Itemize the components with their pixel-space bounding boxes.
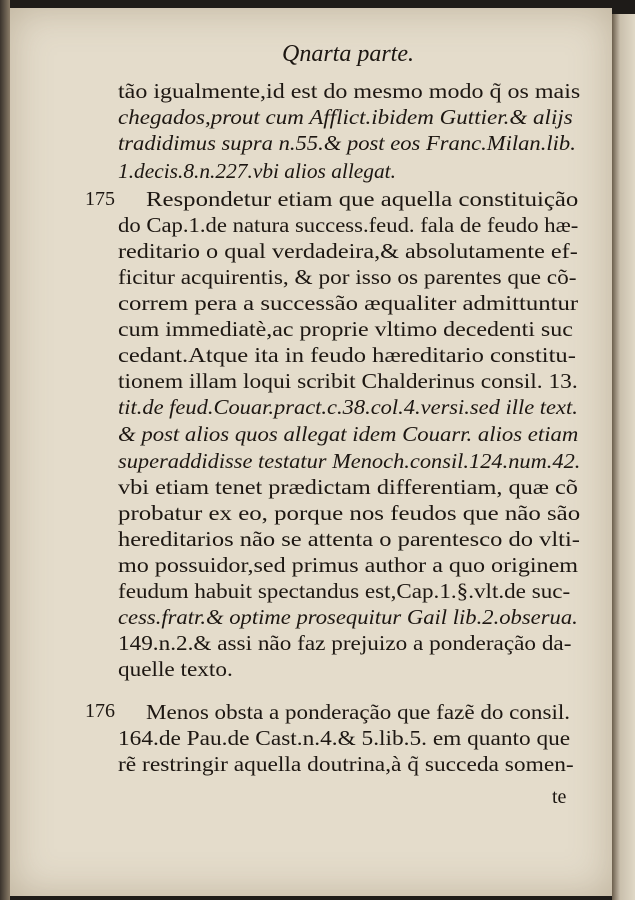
next-leaf-edge <box>612 14 635 900</box>
book-page <box>10 8 612 896</box>
text-line: Respondetur etiam que aquella constituição <box>146 187 579 211</box>
text-line: tionem illam loqui scribit Chalderinus consil. 13. <box>118 369 578 393</box>
text-line: cedant.Atque ita in feudo hæreditario constitu- <box>118 343 576 367</box>
text-line: tão igualmente,id est do mesmo modo q̃ os mais <box>118 79 581 103</box>
text-line: cum immediatè,ac proprie vltimo decedenti suc <box>118 317 573 341</box>
text-line: quelle texto. <box>118 657 233 681</box>
text-line: cess.fratr.& optime prosequitur Gail lib.2.obserua. <box>118 605 578 629</box>
text-line: vbi etiam tenet prædictam differentiam, quæ cõ <box>118 475 578 499</box>
text-line: rẽ restringir aquella doutrina,à q̃ succeda somen- <box>118 752 574 776</box>
text-line: ficitur acquirentis, & por isso os parentes que cõ- <box>118 265 577 289</box>
text-line: reditario o qual verdadeira,& absolutamente ef- <box>118 239 578 263</box>
book-edge-left <box>0 0 10 900</box>
text-line: feudum habuit spectandus est,Cap.1.§.vlt.de suc- <box>118 579 571 603</box>
text-line: do Cap.1.de natura success.feud. fala de feudo hæ- <box>118 213 579 237</box>
text-line: & post alios quos allegat idem Couarr. alios etiam <box>118 422 579 446</box>
text-line: 1.decis.8.n.227.vbi alios allegat. <box>118 159 396 183</box>
text-line: chegados,prout cum Afflict.ibidem Guttier.& alijs <box>118 105 573 129</box>
text-line: superaddidisse testatur Menoch.consil.124.num.42. <box>118 449 581 473</box>
running-head: Qnarta parte. <box>282 41 414 67</box>
text-line: probatur ex eo, porque nos feudos que não são <box>118 501 581 525</box>
text-line: tit.de feud.Couar.pract.c.38.col.4.versi.sed ille text. <box>118 395 578 419</box>
text-line: 149.n.2.& assi não faz prejuizo a ponderação da- <box>118 631 572 655</box>
text-line: tradidimus supra n.55.& post eos Franc.Milan.lib. <box>118 131 576 155</box>
catchword: te <box>552 786 567 808</box>
paragraph-number: 176 <box>85 700 115 722</box>
text-line: mo possuidor,sed primus author a quo originem <box>118 553 579 577</box>
text-line: hereditarios não se attenta o parentesco do vlti- <box>118 527 580 551</box>
text-line: correm pera a successão æqualiter admittuntur <box>118 291 579 315</box>
text-line: Menos obsta a ponderação que fazẽ do consil. <box>146 700 571 724</box>
text-line: 164.de Pau.de Cast.n.4.& 5.lib.5. em quanto que <box>118 726 571 750</box>
paragraph-number: 175 <box>85 188 115 210</box>
